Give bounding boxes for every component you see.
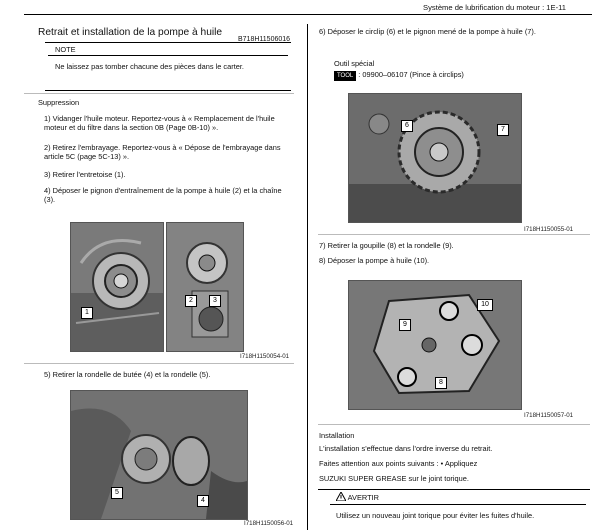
installation-line-1: L'installation s'effectue dans l'ordre inverse du retrait.	[319, 444, 493, 453]
step-8: 8) Déposer la pompe à huile (10).	[319, 256, 430, 265]
installation-line-3: SUZUKI SUPER GREASE sur le joint torique.	[319, 474, 469, 483]
callout-6: 6	[401, 120, 413, 132]
special-tool-text: : 09900–06107 (Pince à circlips)	[358, 70, 464, 79]
warning-header	[336, 492, 379, 502]
photo-thrust-washer	[70, 390, 248, 520]
photo-spacer-removal	[70, 222, 164, 352]
callout-4: 4	[197, 495, 209, 507]
engine-photo-washers	[71, 391, 247, 519]
step-7: 7) Retirer la goupille (8) et la rondelle (9).	[319, 241, 454, 250]
subsection-title: Suppression	[38, 98, 80, 107]
separator	[318, 424, 590, 425]
installation-line-2: Faites attention aux points suivants : • Appliquez	[319, 459, 478, 468]
note-rule	[48, 55, 288, 56]
separator	[24, 93, 294, 94]
warning-text: Utilisez un nouveau joint torique pour éviter les fuites d'huile.	[336, 511, 535, 520]
step-1: 1) Vidanger l'huile moteur. Reportez-vous à « Remplacement de l'huile moteur et du filtre dans la section 0B (Page 0B-10) ».	[44, 114, 275, 133]
callout-10: 10	[477, 299, 493, 311]
callout-7: 7	[497, 124, 509, 136]
photo-oil-pump	[348, 280, 522, 410]
photo-circlip	[348, 93, 522, 223]
warning-rule-inner	[330, 504, 586, 505]
callout-8: 8	[435, 377, 447, 389]
installation-title: Installation	[319, 431, 355, 440]
note-text: Ne laissez pas tomber chacune des pièces dans le carter.	[55, 62, 244, 71]
column-divider	[307, 24, 308, 530]
engine-photo-pump	[349, 281, 521, 409]
callout-5: 5	[111, 487, 123, 499]
figure-caption-3: I718H1150055-01	[524, 226, 574, 233]
header-rule	[24, 14, 592, 15]
photo-sprocket-chain	[166, 222, 244, 352]
callout-1: 1	[81, 307, 93, 319]
step-5: 5) Retirer la rondelle de butée (4) et la rondelle (5).	[44, 370, 211, 379]
callout-2: 2	[185, 295, 197, 307]
special-tool-line	[334, 70, 464, 81]
note-label: NOTE	[55, 45, 76, 54]
special-tool-label: Outil spécial	[334, 59, 375, 68]
figure-caption-4: I718H1150057-01	[524, 412, 574, 419]
engine-photo-circlip	[349, 94, 521, 222]
step-2: 2) Retirez l'embrayage. Reportez-vous à « Dépose de l'embrayage dans article 5C (page 5C-13) ».	[44, 143, 281, 162]
tool-icon: TOOL	[334, 71, 356, 81]
warning-triangle-icon	[336, 492, 346, 501]
callout-3: 3	[209, 295, 221, 307]
engine-photo-right	[167, 223, 243, 351]
callout-9: 9	[399, 319, 411, 331]
warning-label: AVERTIR	[347, 493, 380, 502]
separator	[24, 363, 294, 364]
document-code: B718H11506016	[238, 36, 291, 43]
engine-photo-left	[71, 223, 163, 351]
section-title: Retrait et installation de la pompe à huile	[38, 27, 223, 38]
step-4: 4) Déposer le pignon d'entraînement de la pompe à huile (2) et la chaîne (3).	[44, 186, 282, 205]
step-6: 6) Déposer le circlip (6) et le pignon mené de la pompe à huile (7).	[319, 27, 536, 36]
warning-rule-top	[318, 489, 590, 490]
figure-caption-1: I718H1150054-01	[240, 353, 290, 360]
figure-caption-2: I718H1150056-01	[244, 520, 294, 527]
separator	[318, 234, 590, 235]
page-header: Système de lubrification du moteur : 1E-11	[423, 3, 566, 12]
step-3: 3) Retirer l'entretoise (1).	[44, 170, 126, 179]
